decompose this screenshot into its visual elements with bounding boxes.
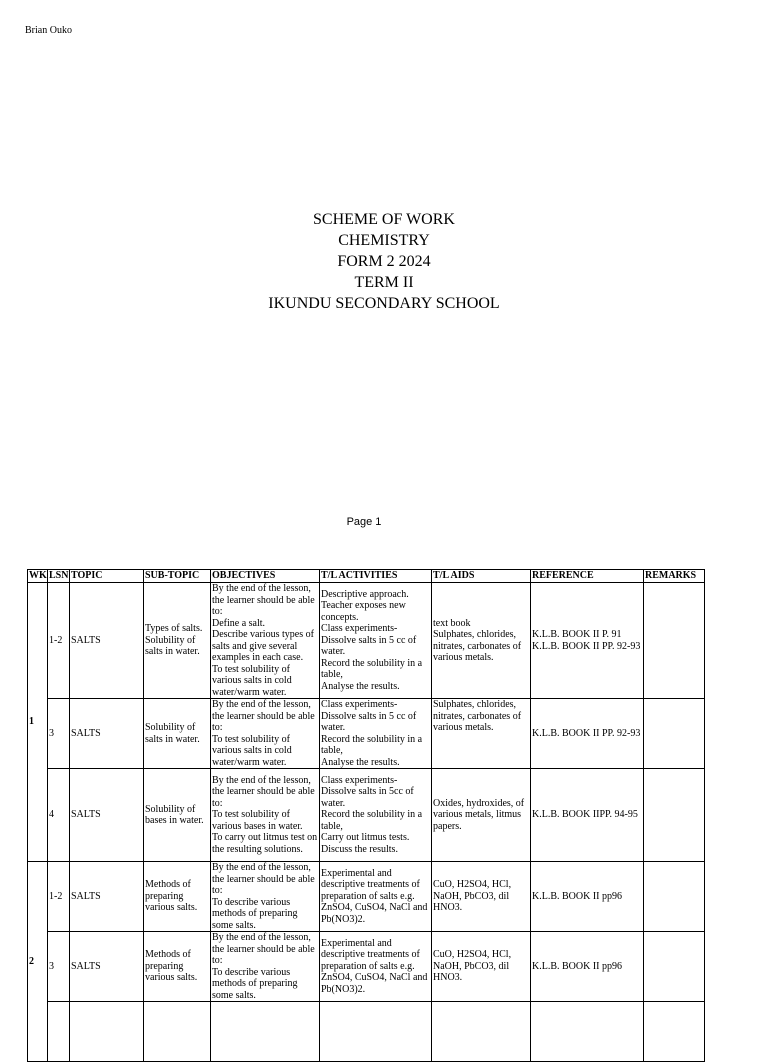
title-line: TERM II: [354, 274, 414, 291]
topic-cell: SALTS: [70, 769, 144, 862]
lsn-cell: 3: [48, 932, 70, 1002]
header-subtopic: SUB-TOPIC: [144, 570, 211, 583]
topic-cell: SALTS: [70, 932, 144, 1002]
header-row: [28, 570, 705, 583]
remarks-cell: [644, 1002, 705, 1062]
objectives-cell: By the end of the lesson, the learner should be able to: To describe various methods of preparing some salts.: [211, 932, 320, 1002]
title-line: FORM 2 2024: [337, 253, 431, 270]
header-activities: T/L ACTIVITIES: [320, 570, 432, 583]
title-line: IKUNDU SECONDARY SCHOOL: [268, 295, 500, 312]
reference-cell: K.L.B. BOOK II pp96: [531, 862, 644, 932]
activities-cell: Descriptive approach. Teacher exposes new concepts. Class experiments-Dissolve salts in 5 cc of water. Record the solubility in a table, Analyse the results.: [320, 583, 432, 699]
remarks-cell: [644, 862, 705, 932]
aids-cell: [432, 1002, 531, 1062]
week-cell: 2: [28, 862, 48, 1062]
header-objectives: OBJECTIVES: [211, 570, 320, 583]
table-row: [28, 769, 705, 862]
remarks-cell: [644, 769, 705, 862]
activities-cell: [320, 1002, 432, 1062]
table-row: [28, 1002, 705, 1062]
remarks-cell: [644, 583, 705, 699]
topic-cell: SALTS: [70, 699, 144, 769]
header-remarks: REMARKS: [644, 570, 705, 583]
activities-cell: Class experiments-Dissolve salts in 5 cc of water. Record the solubility in a table, Analyse the results.: [320, 699, 432, 769]
aids-cell: text book Sulphates, chlorides, nitrates, carbonates of various metals.: [432, 583, 531, 699]
objectives-cell: [211, 1002, 320, 1062]
topic-cell: [70, 1002, 144, 1062]
title-line: CHEMISTRY: [338, 232, 430, 249]
reference-cell: K.L.B. BOOK IIPP. 94-95: [531, 769, 644, 862]
subtopic-cell: [144, 1002, 211, 1062]
table-row: [28, 583, 705, 699]
table-row: [28, 699, 705, 769]
topic-cell: SALTS: [70, 583, 144, 699]
subtopic-cell: Solubility of salts in water.: [144, 699, 211, 769]
reference-cell: [531, 1002, 644, 1062]
lsn-cell: 1-2: [48, 583, 70, 699]
aids-cell: Oxides, hydroxides, of various metals, litmus papers.: [432, 769, 531, 862]
title-line: SCHEME OF WORK: [313, 211, 455, 228]
lsn-cell: 1-2: [48, 862, 70, 932]
subtopic-cell: Methods of preparing various salts.: [144, 862, 211, 932]
objectives-cell: By the end of the lesson, the learner should be able to: To test solubility of various salts in cold water/warm water.: [211, 699, 320, 769]
lsn-cell: [48, 1002, 70, 1062]
table-row: [28, 862, 705, 932]
header-lsn: LSN: [49, 570, 69, 582]
activities-cell: Experimental and descriptive treatments of preparation of salts e.g. ZnSO4, CuSO4, NaCl and Pb(NO3)2.: [320, 932, 432, 1002]
objectives-cell: By the end of the lesson, the learner should be able to: To describe various methods of preparing some salts.: [211, 862, 320, 932]
week-cell: 1: [28, 583, 48, 862]
header-reference: REFERENCE: [531, 570, 644, 583]
activities-cell: Experimental and descriptive treatments of preparation of salts e.g. ZnSO4, CuSO4, NaCl and Pb(NO3)2.: [320, 862, 432, 932]
scheme-table: [27, 569, 705, 1062]
header-wk: WK: [29, 570, 47, 582]
remarks-cell: [644, 932, 705, 1002]
aids-cell: CuO, H2SO4, HCl, NaOH, PbCO3, dil HNO3.: [432, 932, 531, 1002]
aids-cell: Sulphates, chlorides, nitrates, carbonates of various metals.: [432, 699, 531, 769]
document-title: [0, 209, 768, 314]
table-row: [28, 932, 705, 1002]
page-number: Page 1: [346, 516, 382, 528]
reference-cell: K.L.B. BOOK II P. 91 K.L.B. BOOK II PP. 92-93: [531, 583, 644, 699]
header-topic: TOPIC: [70, 570, 144, 583]
activities-cell: Class experiments-Dissolve salts in 5cc of water. Record the solubility in a table, Carry out litmus tests. Discuss the results.: [320, 769, 432, 862]
objectives-cell: By the end of the lesson, the learner should be able to: To test solubility of various bases in water. To carry out litmus test on the resulting solutions.: [211, 769, 320, 862]
objectives-cell: By the end of the lesson, the learner should be able to: Define a salt. Describe various types of salts and give several examples in each case. To test solubility of various salts in cold water/warm water.: [211, 583, 320, 699]
aids-cell: CuO, H2SO4, HCl, NaOH, PbCO3, dil HNO3.: [432, 862, 531, 932]
header-aids: T/L AIDS: [432, 570, 531, 583]
subtopic-cell: Methods of preparing various salts.: [144, 932, 211, 1002]
subtopic-cell: Solubility of bases in water.: [144, 769, 211, 862]
lsn-cell: 3: [48, 699, 70, 769]
remarks-cell: [644, 699, 705, 769]
reference-cell: K.L.B. BOOK II pp96: [531, 932, 644, 1002]
reference-cell: K.L.B. BOOK II PP. 92-93: [531, 699, 644, 769]
subtopic-cell: Types of salts. Solubility of salts in water.: [144, 583, 211, 699]
topic-cell: SALTS: [70, 862, 144, 932]
lsn-cell: 4: [48, 769, 70, 862]
author-name: Brian Ouko: [25, 25, 72, 36]
